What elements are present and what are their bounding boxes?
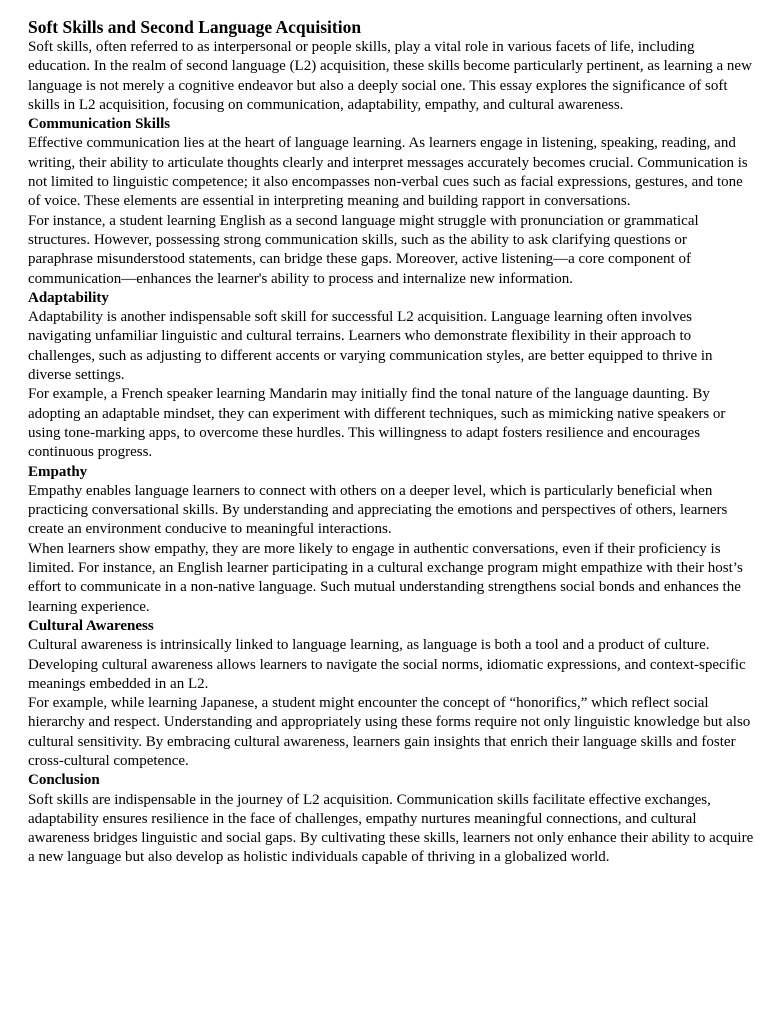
section-paragraph: For example, a French speaker learning Mandarin may initially find the tonal nature of the language daunting. By adopting an adaptable mindset, they can experiment with different techniques, such as mimicking native speakers or using tone-marking apps, to overcome these hurdles. This willingness to adapt fosters resilience and encourages continuous progress.: [28, 386, 726, 461]
section-paragraph: For example, while learning Japanese, a student might encounter the concept of “honorifics,” which reflect social hierarchy and respect. Understanding and appropriately using these forms require not only linguistic knowledge but also cultural sensitivity. By embracing cultural awareness, learners gain insights that enrich their language skills and foster cross-cultural competence.: [28, 695, 751, 769]
section-conclusion: [28, 771, 754, 867]
section-paragraph: Soft skills are indispensable in the journey of L2 acquisition. Communication skills facilitate effective exchanges, adaptability ensures resilience in the face of challenges, empathy nurtures meaningful connections, and cultural awareness bridges linguistic and social gaps. By cultivating these skills, learners not only enhance their ability to acquire a new language but also develop as holistic individuals capable of thriving in a globalized world.: [28, 791, 754, 866]
section-heading: Cultural Awareness: [28, 617, 154, 634]
section-communication-skills: [28, 115, 754, 289]
section-empathy: [28, 463, 754, 617]
section-adaptability: [28, 289, 754, 463]
section-heading: Adaptability: [28, 289, 109, 306]
section-paragraph: When learners show empathy, they are more likely to engage in authentic conversations, even if their proficiency is limited. For instance, an English learner participating in a cultural exchange program might empathize with their host’s effort to communicate in a non-native language. Such mutual understanding strengthens social bonds and enhances the learning experience.: [28, 540, 743, 615]
section-paragraph: Empathy enables language learners to connect with others on a deeper level, which is particularly beneficial when practicing conversational skills. By understanding and appreciating the emotions and perspectives of others, learners create an environment conducive to meaningful interactions.: [28, 482, 728, 538]
section-cultural-awareness: [28, 617, 754, 771]
section-heading: Conclusion: [28, 772, 100, 789]
section-paragraph: Effective communication lies at the heart of language learning. As learners engage in listening, speaking, reading, and writing, their ability to articulate thoughts clearly and interpret messages accurately becomes crucial. Communication is not limited to linguistic competence; it also encompasses non-verbal cues such as facial expressions, gestures, and tone of voice. These elements are essential in interpreting meaning and building rapport in conversations.: [28, 135, 748, 210]
section-heading: Empathy: [28, 463, 88, 480]
section-paragraph: For instance, a student learning English as a second language might struggle with pronunciation or grammatical structures. However, possessing strong communication skills, such as the ability to ask clarifying questions or paraphrase misunderstood statements, can bridge these gaps. Moreover, active listening—a core component of communication—enhances the learner's ability to process and internalize new information.: [28, 212, 699, 287]
section-paragraph: Cultural awareness is intrinsically linked to language learning, as language is both a tool and a product of culture. Developing cultural awareness allows learners to navigate the social norms, idiomatic expressions, and context-specific meanings embedded in an L2.: [28, 637, 746, 692]
section-paragraph: Adaptability is another indispensable soft skill for successful L2 acquisition. Language learning often involves navigating unfamiliar linguistic and cultural terrains. Learners who demonstrate flexibility in their approach to challenges, such as adjusting to different accents or varying communication styles, are better equipped to thrive in diverse settings.: [28, 309, 713, 384]
section-heading: Communication Skills: [28, 116, 171, 133]
intro-paragraph: Soft skills, often referred to as interpersonal or people skills, play a vital role in various facets of life, including education. In the realm of second language (L2) acquisition, these skills become particularly pertinent, as learning a new language is not merely a cognitive endeavor but also a deeply social one. This essay explores the significance of soft skills in L2 acquisition, focusing on communication, adaptability, empathy, and cultural awareness.: [28, 39, 752, 113]
document-title: Soft Skills and Second Language Acquisition: [28, 17, 362, 37]
